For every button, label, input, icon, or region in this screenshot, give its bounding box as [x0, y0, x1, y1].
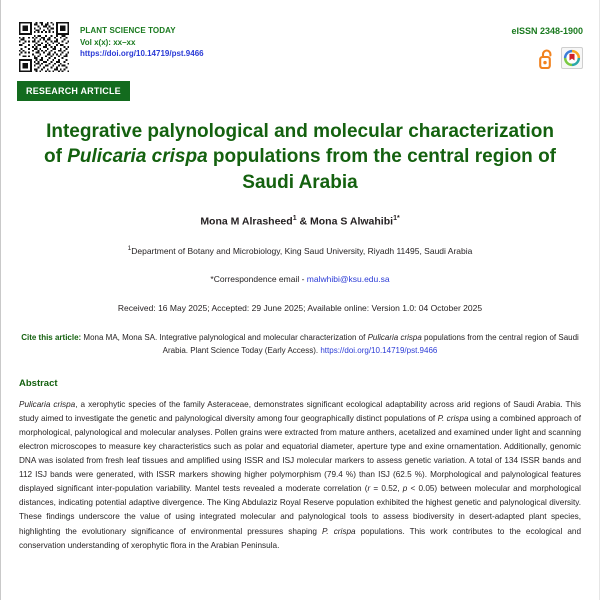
badge-group: [511, 47, 583, 69]
title-species-name: Pulicaria crispa: [67, 146, 208, 168]
cite-this-article-label: Cite this article:: [21, 332, 82, 342]
masthead-left: [17, 20, 204, 74]
author-one-affiliation-marker: 1: [292, 215, 297, 223]
publication-dates: Received: 16 May 2025; Accepted: 29 June 2025; Available online: Version 1.0: 04 October 2025: [117, 302, 483, 313]
citation-doi-link[interactable]: https://doi.org/10.14719/pst.9466: [320, 345, 438, 355]
journal-doi-link[interactable]: https://doi.org/10.14719/pst.9466: [80, 49, 204, 59]
eissn-label: eISSN 2348-1900: [511, 26, 583, 36]
abstract-species-lead: Pulicaria crispa: [19, 399, 76, 409]
abstract-stat-p: p: [402, 484, 408, 494]
masthead: [17, 0, 583, 74]
abstract-species-abbr-1: P. crispa: [437, 413, 469, 423]
correspondence-label: *Correspondence email -: [210, 273, 307, 284]
abstract-paragraph-5: populations. This work contributes to the ecological and conservation understanding of xerophytic flora in the Arabian Peninsula.: [19, 526, 582, 550]
citation-text-part2: populations from the central region of Saudi Arabia. Plant Science Today (Early Access).: [162, 332, 579, 355]
citation-block: [19, 332, 581, 358]
page-title: [40, 119, 560, 195]
affiliation-marker: 1: [127, 244, 132, 252]
journal-volume: Vol x(x): xx–xx: [80, 37, 136, 47]
title-text-part2: populations from the central region of Saudi Arabia: [207, 146, 557, 193]
author-two-affiliation-marker: 1*: [393, 215, 400, 223]
qr-code-icon[interactable]: [17, 20, 71, 74]
abstract-paragraph-1: , a xerophytic species of the family Asteraceae, demonstrates significant ecological adaptability across arid regions of Saudi Arabia. This study aimed to investigate the genetic and palynological diversity among four geographically distinct populations of: [19, 399, 581, 423]
article-type-badge: RESEARCH ARTICLE: [17, 81, 130, 101]
abstract-stat-r: r: [367, 484, 371, 494]
title-text-part1: Integrative palynological and molecular characterization of: [43, 121, 554, 168]
affiliation: [17, 245, 583, 256]
correspondence-email-link[interactable]: malwhibi@ksu.edu.sa: [306, 273, 390, 284]
abstract-body: [19, 398, 581, 553]
abstract-heading: Abstract: [19, 377, 58, 389]
citation-species-name: Pulicaria crispa: [367, 332, 422, 342]
journal-seal-icon[interactable]: [561, 47, 583, 69]
abstract-paragraph-4: < 0.05) between molecular and morphological distances, indicating potential adaptive divergence. The King Abdulaziz Royal Reserve population exhibited the highest genetic and palynological diversity. These findings underscore the value of using integrated molecular and palynological tools to assess biodiversity in desert-adapted plant species, highlighting the evolutionary significance of environmental pressures shaping: [19, 484, 581, 536]
correspondence: [17, 274, 583, 284]
journal-title: PLANT SCIENCE TODAY: [80, 26, 176, 35]
author-separator: & Mona S Alwahibi: [296, 215, 394, 228]
affiliation-text: Department of Botany and Microbiology, King Saud University, Riyadh 11495, Saudi Arabia: [131, 245, 473, 256]
author-list: [17, 215, 583, 228]
citation-text-part1: Mona MA, Mona SA. Integrative palynological and molecular characterization of: [81, 332, 368, 342]
abstract-species-abbr-2: P. crispa: [321, 526, 356, 536]
abstract-paragraph-3: = 0.52,: [370, 484, 403, 494]
abstract-paragraph-2: using a combined approach of morphological, palynological and molecular analyses. Pollen grains were extracted from mature anthers, acetalized and examined under light and scanning electron microscopes to measure key characteristics such as polar and equatorial diameter, aperture type and exine ornamentation. Additionally, genomic DNA was isolated from fresh leaf tissues and amplified using ISSR and ISJ molecular markers to assess genetic variation. A total of 134 ISSR bands and 112 ISJ bands were generated, with ISSR markers showing higher polymorphism (79.4 %) than ISJ (62.5 %). Morphological and palynological features displayed significant inter-population variability. Mantel tests revealed a moderate correlation (: [19, 413, 581, 494]
masthead-right: [511, 20, 583, 69]
abstract-section: [17, 378, 583, 553]
author-one: Mona M Alrasheed: [200, 215, 293, 228]
journal-info: [80, 20, 204, 60]
open-access-lock-icon[interactable]: [539, 48, 554, 69]
